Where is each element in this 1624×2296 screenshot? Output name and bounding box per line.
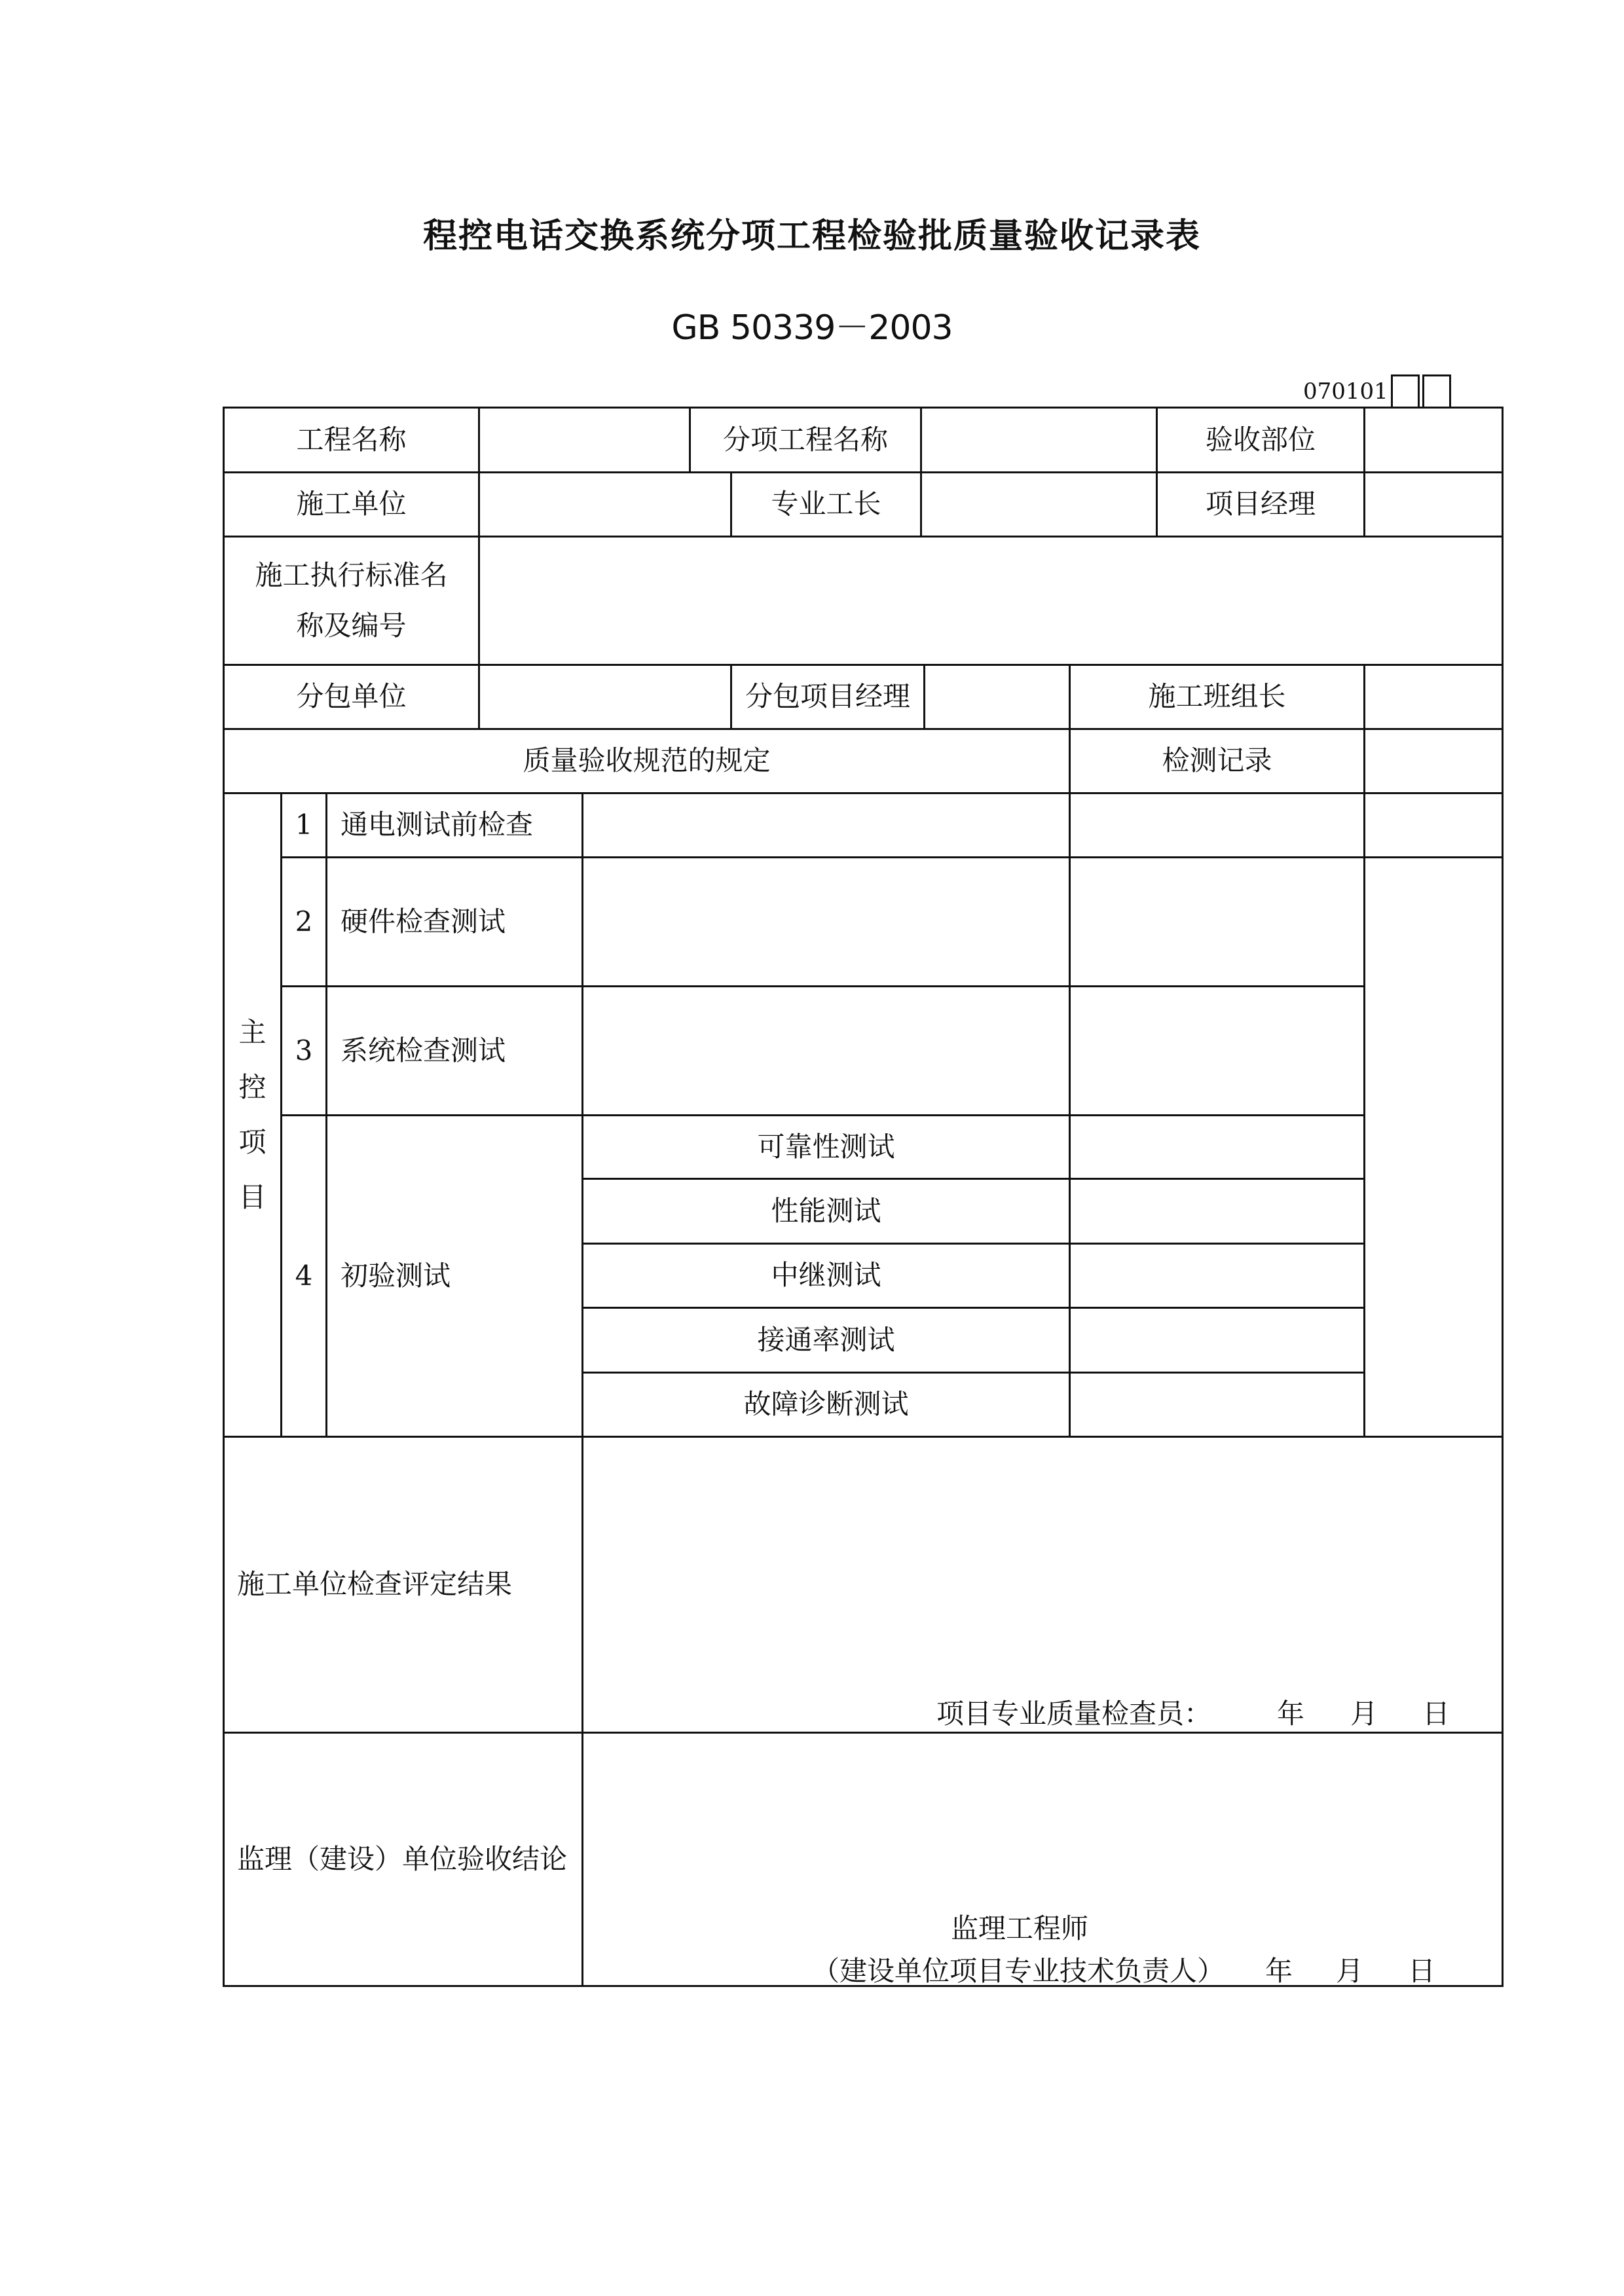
sub-item-connection-rate: 接通率测试 [757, 1323, 895, 1356]
engineer-signature-label [951, 1907, 1147, 1944]
form-title: 程控电话交换系统分项工程检验批质量验收记录表 [422, 217, 1201, 256]
inspector-signature-line [936, 1692, 1486, 1730]
sub-item-trunk-record[interactable] [1071, 1245, 1363, 1307]
item-1-label: 通电测试前检查 [341, 809, 534, 841]
group-char-4: 目 [238, 1181, 267, 1214]
spec-regulation-header: 质量验收规范的规定 [523, 744, 771, 777]
input-project-name[interactable] [480, 409, 689, 471]
inspector-label: 项目专业质量检查员： [936, 1698, 1212, 1730]
standard-code: GB 50339－2003 [671, 308, 953, 348]
owner-rep-day: 日 [1408, 1955, 1436, 1987]
input-sub-project-name[interactable] [922, 409, 1156, 471]
input-construction-unit[interactable] [480, 473, 730, 536]
sub-item-performance: 性能测试 [771, 1194, 881, 1227]
input-subcontract-manager[interactable] [925, 666, 1069, 728]
label-standard-name [225, 538, 478, 664]
inspector-year: 年 [1277, 1698, 1305, 1730]
inspector-day: 日 [1422, 1698, 1450, 1730]
item-3-number: 3 [295, 1034, 313, 1066]
sub-item-trunk: 中继测试 [771, 1259, 881, 1292]
supervision-conclusion-area[interactable] [583, 1734, 1502, 1985]
label-standard-name-line1: 施工执行标准名 [255, 559, 448, 592]
inspector-month: 月 [1350, 1698, 1378, 1730]
item-2-label: 硬件检查测试 [341, 905, 506, 938]
item-3-record[interactable] [1071, 987, 1363, 1114]
label-foreman: 专业工长 [771, 488, 881, 520]
main-items-group-label [225, 794, 280, 1436]
sub-item-performance-record[interactable] [1071, 1180, 1363, 1243]
label-supervision-conclusion: 监理（建设）单位验收结论 [237, 1842, 568, 1875]
owner-rep-year: 年 [1265, 1955, 1293, 1987]
input-foreman[interactable] [922, 473, 1156, 536]
engineer-label: 监理工程师 [951, 1912, 1089, 1944]
label-acceptance-part: 验收部位 [1205, 423, 1316, 456]
item-4-number: 4 [295, 1259, 313, 1292]
item-2-number: 2 [295, 905, 313, 938]
group-char-1: 主 [238, 1015, 267, 1048]
item-1-number: 1 [295, 809, 313, 841]
form-code-number: 070101 [1303, 378, 1388, 405]
label-project-name: 工程名称 [296, 423, 407, 456]
sub-item-fault-diagnosis: 故障诊断测试 [743, 1388, 909, 1421]
label-team-leader: 施工班组长 [1148, 680, 1286, 713]
item-2-regulation[interactable] [583, 858, 1069, 985]
sub-item-reliability-record[interactable] [1071, 1116, 1363, 1178]
label-construction-unit: 施工单位 [296, 488, 407, 520]
input-standard-name[interactable] [480, 538, 1502, 664]
sub-item-connection-rate-record[interactable] [1071, 1309, 1363, 1372]
input-project-manager[interactable] [1365, 473, 1502, 536]
items-extra-merged[interactable] [1365, 858, 1502, 1436]
input-acceptance-part[interactable] [1365, 409, 1502, 471]
item-1-record[interactable] [1071, 794, 1363, 856]
item-4-label: 初验测试 [341, 1259, 451, 1292]
construction-result-area[interactable] [583, 1438, 1502, 1732]
input-team-leader[interactable] [1365, 666, 1502, 728]
label-standard-name-line2: 称及编号 [296, 609, 407, 642]
label-subcontract-manager: 分包项目经理 [745, 680, 910, 713]
group-char-2: 控 [238, 1070, 267, 1103]
item-1-extra[interactable] [1365, 794, 1502, 856]
item-2-record[interactable] [1071, 858, 1363, 985]
owner-rep-month: 月 [1336, 1955, 1364, 1987]
sub-item-fault-diagnosis-record[interactable] [1071, 1374, 1363, 1436]
owner-rep-label: （建设单位项目专业技术负责人） [812, 1955, 1225, 1987]
group-char-3: 项 [238, 1126, 267, 1158]
spec-record-header: 检测记录 [1162, 744, 1272, 777]
input-subcontract-unit[interactable] [480, 666, 730, 728]
item-3-regulation[interactable] [583, 987, 1069, 1114]
item-3-label: 系统检查测试 [341, 1034, 506, 1066]
item-1-regulation[interactable] [583, 794, 1069, 856]
label-project-manager: 项目经理 [1205, 488, 1316, 520]
label-subcontract-unit: 分包单位 [296, 680, 407, 713]
sub-item-reliability: 可靠性测试 [757, 1130, 895, 1163]
label-sub-project-name: 分项工程名称 [722, 423, 888, 456]
label-construction-result: 施工单位检查评定结果 [237, 1568, 513, 1601]
owner-rep-signature-line [812, 1950, 1480, 1987]
